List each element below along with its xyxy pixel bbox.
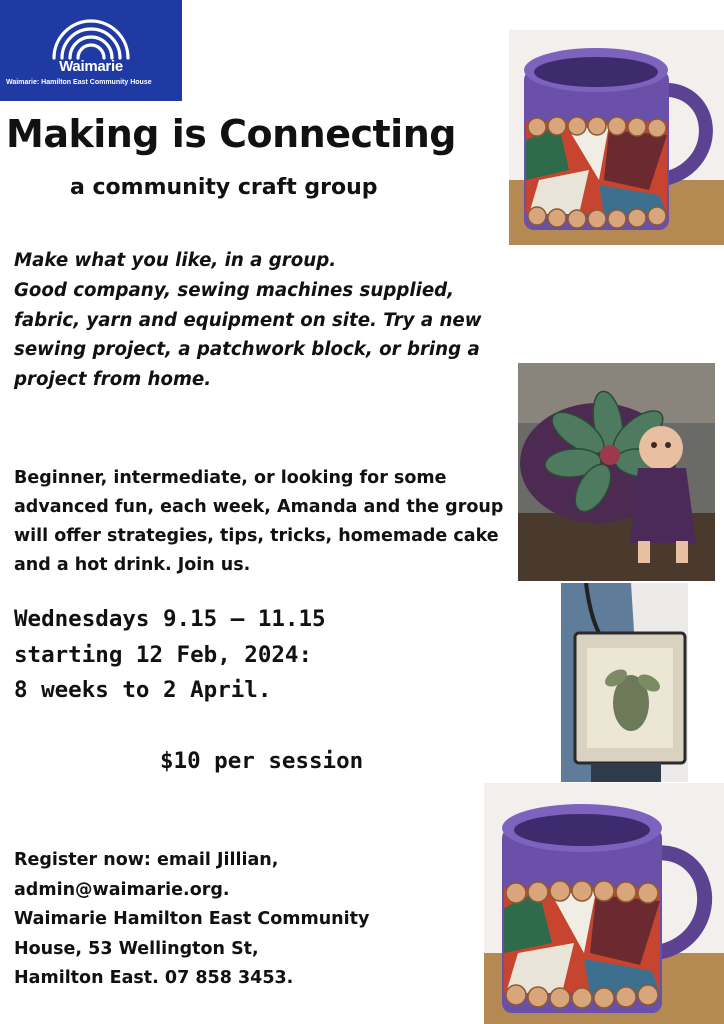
intro-line: Good company, sewing machines supplied,: [14, 279, 455, 301]
mug-cosy-photo: [509, 30, 724, 245]
register-line: House, 53 Wellington St,: [14, 938, 259, 959]
description-line: advanced fun, each week, Amanda and the group: [14, 497, 504, 517]
mug-cosy-photo: [484, 783, 724, 1024]
registration-details: [14, 846, 369, 994]
schedule: [14, 602, 326, 709]
register-line: admin@waimarie.org.: [14, 879, 230, 900]
register-line: Register now: email Jillian,: [14, 850, 279, 870]
waimarie-logo: [0, 0, 182, 101]
page-title: Making is Connecting: [6, 112, 456, 156]
cushion-and-doll-photo: [518, 363, 715, 581]
price: $10 per session: [160, 748, 364, 774]
register-line: Hamilton East. 07 858 3453.: [14, 968, 294, 988]
description-paragraph: [14, 464, 504, 580]
intro-line: fabric, yarn and equipment on site. Try a new: [14, 309, 482, 331]
intro-line: sewing project, a patchwork block, or bring a: [14, 339, 480, 361]
rainbow-arches-icon: [46, 16, 136, 60]
intro-line: Make what you like, in a group.: [14, 250, 337, 271]
intro-paragraph: [14, 246, 504, 395]
schedule-line: starting 12 Feb, 2024:: [14, 641, 313, 668]
page-subtitle: a community craft group: [70, 175, 378, 200]
description-line: and a hot drink. Join us.: [14, 555, 251, 575]
schedule-line: Wednesdays 9.15 – 11.15: [14, 606, 326, 632]
tote-bag-photo: [561, 583, 688, 782]
description-line: will offer strategies, tips, tricks, homemade cake: [14, 526, 499, 546]
intro-line: project from home.: [14, 369, 212, 391]
register-line: Waimarie Hamilton East Community: [14, 909, 370, 929]
logo-subtitle: Waimarie: Hamilton East Community House: [6, 79, 152, 86]
schedule-line: 8 weeks to 2 April.: [14, 677, 272, 703]
description-line: Beginner, intermediate, or looking for some: [14, 468, 447, 488]
logo-brand: Waimarie: [59, 58, 123, 75]
